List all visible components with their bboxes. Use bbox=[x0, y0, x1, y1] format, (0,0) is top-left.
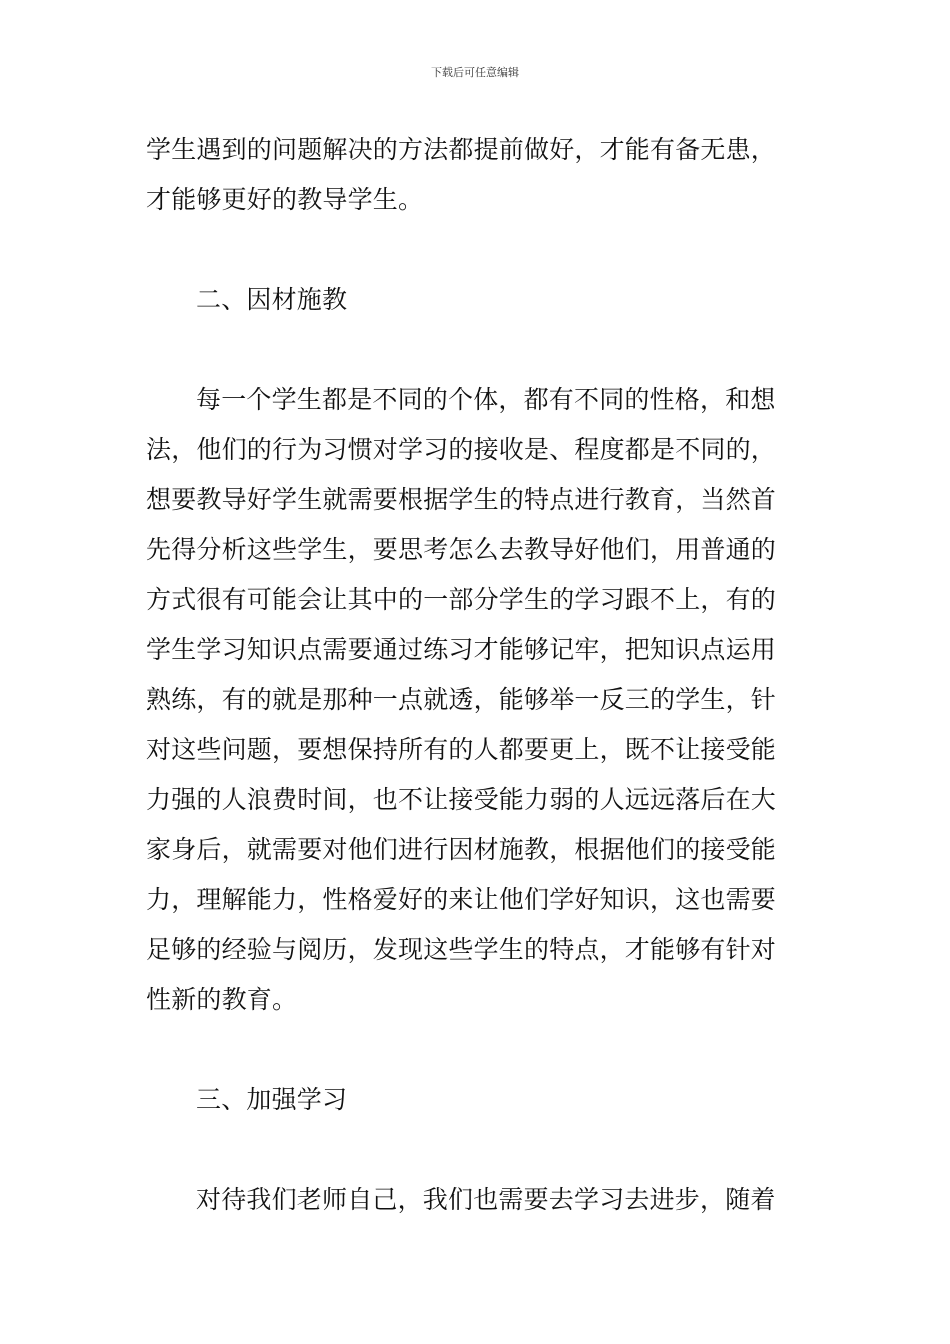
para-2-line-4: 先得分析这些学生，要思考怎么去教导好他们，用普通的 bbox=[146, 535, 777, 564]
para-2-line-13: 性新的教育。 bbox=[146, 985, 298, 1014]
para-2-line-1: 每一个学生都是不同的个体，都有不同的性格，和想 bbox=[196, 385, 776, 414]
section-heading-3: 三、加强学习 bbox=[196, 1085, 348, 1114]
para-2-line-2: 法，他们的行为习惯对学习的接收是、程度都是不同的， bbox=[146, 435, 777, 464]
intro-line-1: 学生遇到的问题解决的方法都提前做好，才能有备无患， bbox=[146, 135, 777, 164]
para-2-line-5: 方式很有可能会让其中的一部分学生的学习跟不上，有的 bbox=[146, 585, 777, 614]
para-2-line-7: 熟练，有的就是那种一点就透，能够举一反三的学生，针 bbox=[146, 685, 777, 714]
para-3-line-1: 对待我们老师自己，我们也需要去学习去进步，随着 bbox=[196, 1185, 776, 1214]
section-heading-2: 二、因材施教 bbox=[196, 285, 348, 314]
para-2-line-3: 想要教导好学生就需要根据学生的特点进行教育，当然首 bbox=[146, 485, 777, 514]
intro-line-2: 才能够更好的教导学生。 bbox=[146, 185, 424, 214]
para-2-line-11: 力，理解能力，性格爱好的来让他们学好知识，这也需要 bbox=[146, 885, 777, 914]
para-2-line-6: 学生学习知识点需要通过练习才能够记牢，把知识点运用 bbox=[146, 635, 777, 664]
para-2-line-10: 家身后，就需要对他们进行因材施教，根据他们的接受能 bbox=[146, 835, 777, 864]
para-2-line-12: 足够的经验与阅历，发现这些学生的特点，才能够有针对 bbox=[146, 935, 777, 964]
page-header-note: 下载后可任意编辑 bbox=[431, 66, 519, 79]
para-2-line-8: 对这些问题，要想保持所有的人都要更上，既不让接受能 bbox=[146, 735, 777, 764]
para-2-line-9: 力强的人浪费时间，也不让接受能力弱的人远远落后在大 bbox=[146, 785, 777, 814]
